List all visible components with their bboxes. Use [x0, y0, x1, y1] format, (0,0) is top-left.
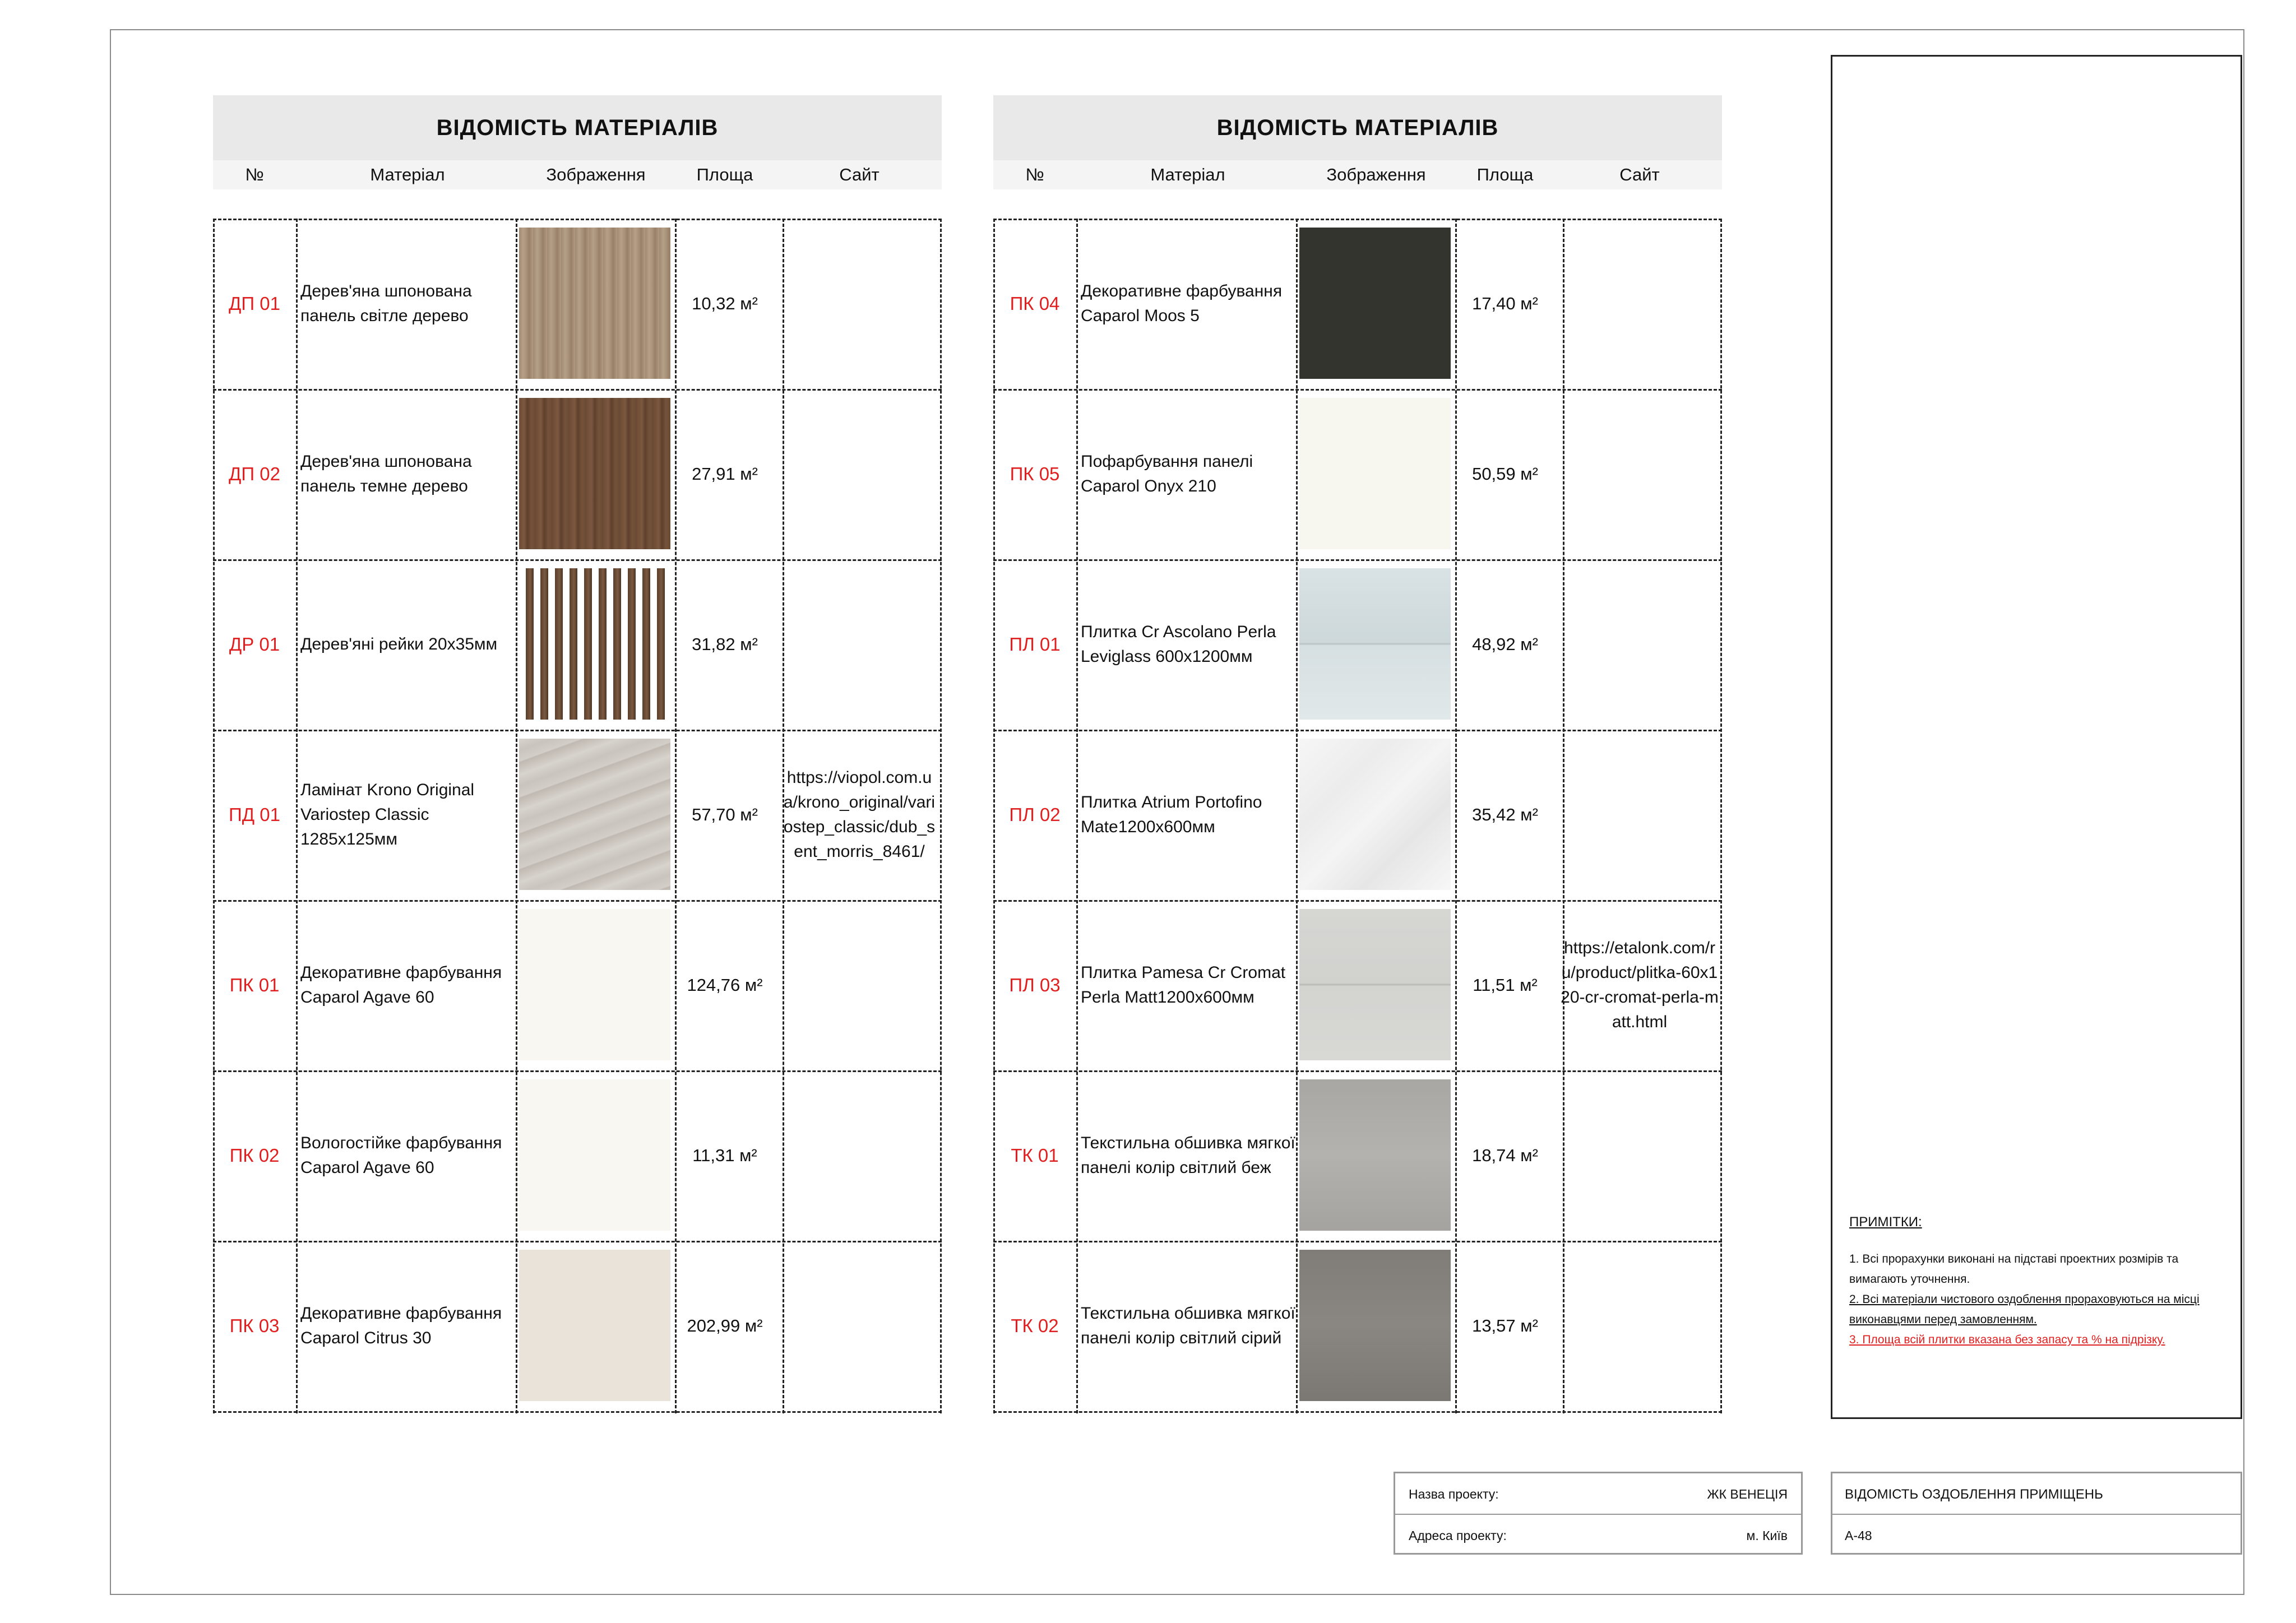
sheet-number: А-48 [1845, 1528, 1872, 1543]
material-area: 17,40 м² [1472, 294, 1538, 313]
material-area: 35,42 м² [1472, 805, 1538, 824]
header-image: Зображення [546, 165, 646, 184]
material-area: 124,76 м² [687, 975, 763, 995]
material-area: 18,74 м² [1472, 1146, 1538, 1165]
dark-wood-swatch [519, 398, 670, 549]
project-title-block [1394, 1472, 1803, 1555]
material-code: ДП 01 [229, 293, 280, 314]
material-code: ТК 02 [1011, 1315, 1059, 1336]
header-image: Зображення [1326, 165, 1426, 184]
header-material: Матеріал [1150, 165, 1225, 184]
material-name: Плитка Pamesa Cr Cromat Perla Matt1200х600мм [1081, 963, 1286, 1007]
note-item: 1. Всі прорахунки виконані на підставі проектних розмірів та вимагають уточнення. [1849, 1253, 2179, 1286]
column-headers [993, 160, 1722, 189]
material-code: ДР 01 [229, 634, 280, 655]
header-site: Сайт [839, 165, 879, 184]
table-row [213, 1070, 942, 1241]
material-area: 10,32 м² [692, 294, 758, 313]
textile-beige-swatch [1299, 1079, 1451, 1231]
note-item: 3. Площа всій плитки вказана без запасу та % на підрізку. [1849, 1333, 2165, 1346]
material-site [1557, 389, 1722, 559]
material-code: ПК 04 [1010, 293, 1060, 314]
material-area: 57,70 м² [692, 805, 758, 824]
table-title: ВІДОМІСТЬ МАТЕРІАЛІВ [213, 95, 942, 160]
table-row [213, 1241, 942, 1411]
tile-ascolano-swatch [1299, 568, 1451, 720]
header-area: Площа [696, 165, 753, 184]
textile-grey-swatch [1299, 1250, 1451, 1401]
material-area: 31,82 м² [692, 634, 758, 654]
table-grid [993, 219, 1722, 1413]
sheet-number-row [1832, 1515, 2241, 1555]
material-site [1557, 559, 1722, 730]
material-name: Пофарбування панелі Caparol Onyx 210 [1081, 452, 1253, 495]
tile-cromat-swatch [1299, 909, 1451, 1060]
wood-slats-swatch [519, 568, 670, 720]
material-site[interactable]: https://etalonk.com/ru/product/plitka-60x120-cr-cromat-perla-matt.html [1561, 939, 1719, 1031]
table-row [213, 559, 942, 730]
paint-citrus-swatch [519, 1250, 670, 1401]
paint-onyx-swatch [1299, 398, 1451, 549]
table-row [213, 900, 942, 1070]
material-area: 13,57 м² [1472, 1316, 1538, 1336]
material-name: Плитка Cr Ascolano Perla Leviglass 600х1200мм [1081, 623, 1276, 666]
material-code: ПК 01 [229, 975, 280, 995]
material-name: Дерев'яна шпонована панель світле дерево [300, 282, 472, 325]
material-code: ПД 01 [229, 804, 280, 825]
laminate-swatch [519, 739, 670, 890]
column-headers [213, 160, 942, 189]
table-row [993, 219, 1722, 389]
table-row [213, 730, 942, 900]
project-address-row [1395, 1515, 1801, 1555]
material-code: ПЛ 01 [1009, 634, 1061, 655]
material-code: ТК 01 [1011, 1145, 1059, 1166]
material-code: ДП 02 [229, 463, 280, 484]
header-num: № [245, 165, 264, 184]
material-site [1557, 730, 1722, 900]
material-area: 11,51 м² [1473, 975, 1538, 995]
header-num: № [1025, 165, 1044, 184]
material-area: 202,99 м² [687, 1316, 763, 1336]
tile-portofino-swatch [1299, 739, 1451, 890]
table-row [993, 1070, 1722, 1241]
notes-title: ПРИМІТКИ: [1849, 1214, 1922, 1230]
table-row [993, 559, 1722, 730]
material-site [1557, 1241, 1722, 1411]
table-row [213, 219, 942, 389]
materials-table-right [993, 95, 1722, 1347]
sheet-title-row [1832, 1473, 2241, 1515]
header-site: Сайт [1619, 165, 1660, 184]
material-code: ПЛ 02 [1009, 804, 1061, 825]
material-area: 11,31 м² [692, 1146, 757, 1165]
project-address-label: Адреса проекту: [1409, 1528, 1507, 1543]
header-material: Матеріал [370, 165, 445, 184]
material-site [777, 900, 942, 1070]
material-name: Вологостійке фарбування Caparol Agave 60 [300, 1134, 502, 1177]
light-wood-swatch [519, 228, 670, 379]
table-row [993, 900, 1722, 1070]
material-site [777, 559, 942, 730]
material-area: 48,92 м² [1472, 634, 1538, 654]
project-address: м. Київ [1746, 1528, 1788, 1543]
sheet-info-block [1831, 1472, 2242, 1555]
material-code: ПК 03 [229, 1315, 280, 1336]
material-site [777, 389, 942, 559]
project-name: ЖК ВЕНЕЦІЯ [1707, 1487, 1788, 1501]
material-name: Ламінат Krono Original Variostep Classic 1285х125мм [300, 781, 475, 848]
material-site[interactable]: https://viopol.com.ua/krono_original/variostep_classic/dub_sent_morris_8461/ [783, 768, 936, 861]
project-name-row [1395, 1473, 1801, 1515]
note-item: 2. Всі матеріали чистового оздоблення прораховуються на місці виконавцями перед замовленням. [1849, 1293, 2200, 1326]
materials-table-left [213, 95, 942, 1347]
material-code: ПЛ 03 [1009, 975, 1061, 995]
material-code: ПК 05 [1010, 463, 1060, 484]
material-site [1557, 1070, 1722, 1241]
material-site [1557, 219, 1722, 389]
table-row [213, 389, 942, 559]
project-name-label: Назва проекту: [1409, 1487, 1499, 1501]
material-site [777, 219, 942, 389]
table-title: ВІДОМІСТЬ МАТЕРІАЛІВ [993, 95, 1722, 160]
table-row [993, 730, 1722, 900]
paint-agave-swatch [519, 1079, 670, 1231]
table-row [993, 1241, 1722, 1411]
table-grid [213, 219, 942, 1413]
material-name: Декоративне фарбування Caparol Agave 60 [300, 963, 502, 1007]
header-area: Площа [1476, 165, 1534, 184]
notes-panel [1831, 55, 2242, 1419]
material-name: Текстильна обшивка мягкої панелі колір світлий сірий [1081, 1304, 1295, 1347]
paint-agave-swatch [519, 909, 670, 1060]
material-name: Плитка Atrium Portofino Mate1200х600мм [1081, 793, 1262, 836]
material-area: 27,91 м² [692, 464, 758, 484]
material-site [777, 1241, 942, 1411]
material-area: 50,59 м² [1472, 464, 1538, 484]
table-row [993, 389, 1722, 559]
material-site [777, 1070, 942, 1241]
material-name: Декоративне фарбування Caparol Citrus 30 [300, 1304, 502, 1347]
paint-moos-swatch [1299, 228, 1451, 379]
material-name: Дерев'яні рейки 20х35мм [300, 635, 498, 653]
material-code: ПК 02 [229, 1145, 280, 1166]
material-name: Дерев'яна шпонована панель темне дерево [300, 452, 472, 495]
material-name: Текстильна обшивка мягкої панелі колір світлий беж [1081, 1134, 1295, 1177]
sheet-title: ВІДОМІСТЬ ОЗДОБЛЕННЯ ПРИМІЩЕНЬ [1845, 1487, 2103, 1502]
material-name: Декоративне фарбування Caparol Moos 5 [1081, 282, 1283, 325]
